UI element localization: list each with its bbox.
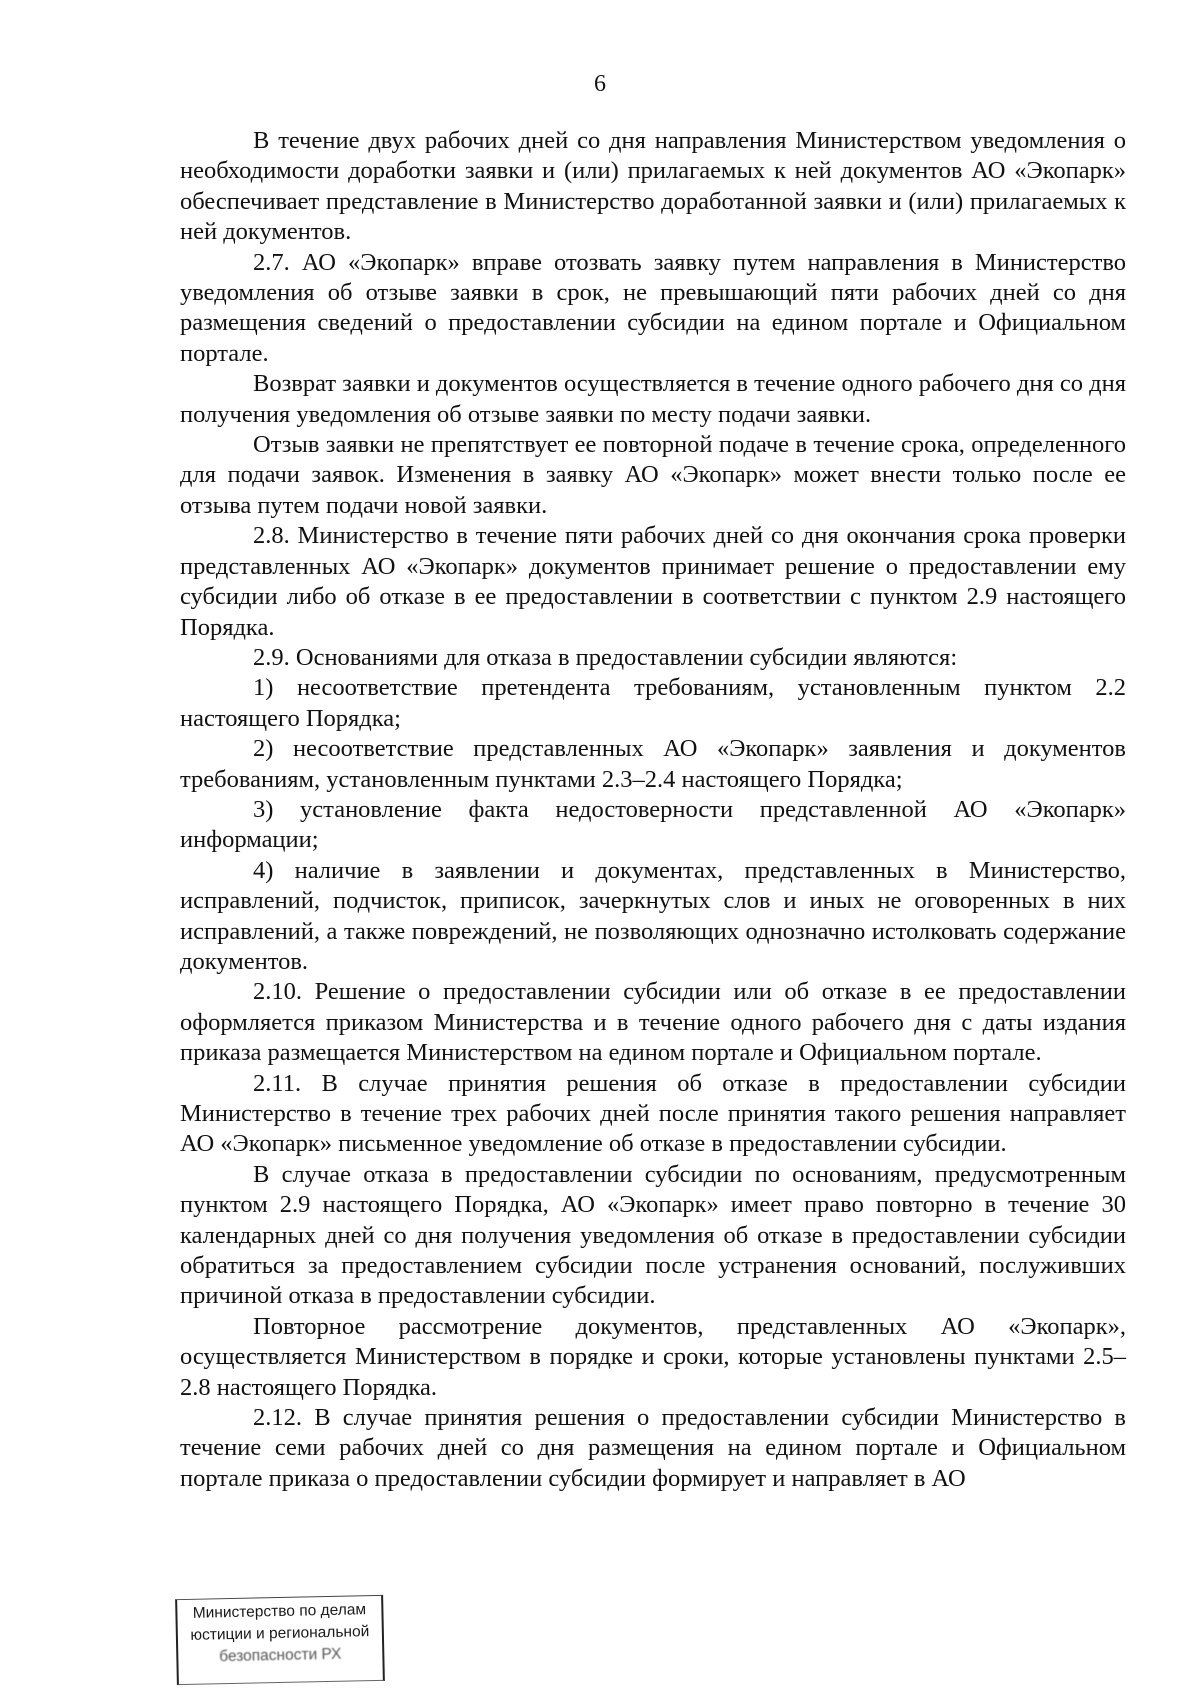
paragraph-2-10: 2.10. Решение о предоставлении субсидии или об отказе в ее предоставлении оформляется приказом Министерства и в течение одного рабочего дня с даты издания приказа размещается Министерством на едином портале и Официальном портале.: [180, 978, 1126, 1067]
paragraph-withdrawal: Отзыв заявки не препятствует ее повторной подаче в течение срока, определенного для подачи заявок. Изменения в заявку АО «Экопарк» может внести только после ее отзыва путем подачи новой заявки.: [180, 431, 1126, 519]
ministry-stamp: [175, 1595, 385, 1685]
stamp-line-3: безопасности РХ: [219, 1645, 342, 1666]
page-number: 6: [594, 71, 606, 97]
paragraph-application-return: Возврат заявки и документов осуществляется в течение одного рабочего дня со дня получения уведомления об отзыве заявки по месту подачи заявки.: [180, 370, 1126, 428]
paragraph-2-11: 2.11. В случае принятия решения об отказе в предоставлении субсидии Министерство в течение трех рабочих дней после принятия такого решения направляет АО «Экопарк» письменное уведомление об отказе в предоставлении субсидии.: [180, 1069, 1126, 1158]
stamp-line-2: юстиции и региональной: [190, 1623, 370, 1644]
paragraph-2-9: 2.9. Основаниями для отказа в предоставлении субсидии являются:: [253, 643, 958, 671]
paragraph-repeat-review: Повторное рассмотрение документов, представленных АО «Экопарк», осуществляется Министерством в порядке и сроки, которые установлены пунктами 2.5–2.8 настоящего Порядка.: [180, 1312, 1126, 1401]
paragraph-rework-deadline: В течение двух рабочих дней со дня направления Министерством уведомления о необходимости доработки заявки и (или) прилагаемых к ней документов АО «Экопарк» обеспечивает представление в Министерство доработанной заявки и (или) прилагаемых к ней документов.: [180, 127, 1126, 246]
stamp-line-1: Министерство по делам: [192, 1601, 367, 1622]
document-body: [180, 126, 1126, 1494]
paragraph-2-12: 2.12. В случае принятия решения о предоставлении субсидии Министерство в течение семи рабочих дней со дня размещения на едином портале и Официальном портале приказа о предоставлении субсидии формирует и направляет в АО: [180, 1404, 1126, 1492]
list-item-4: 4) наличие в заявлении и документах, представленных в Министерство, исправлений, подчисток, приписок, зачеркнутых слов и иных не оговоренных в них исправлений, а также повреждений, не позволяющих однозначно истолковать содержание документов.: [180, 856, 1126, 975]
paragraph-2-8: 2.8. Министерство в течение пяти рабочих дней со дня окончания срока проверки представленных АО «Экопарк» документов принимает решение о предоставлении ему субсидии либо об отказе в ее предоставлении в соответствии с пунктом 2.9 настоящего Порядка.: [180, 522, 1126, 641]
paragraph-2-7: 2.7. АО «Экопарк» вправе отозвать заявку путем направления в Министерство уведомления об отзыве заявки в срок, не превышающий пяти рабочих дней со дня размещения сведений о предоставлении субсидии на едином портале и Официальном портале.: [180, 248, 1126, 367]
list-item-2: 2) несоответствие представленных АО «Экопарк» заявления и документов требованиям, установленным пунктами 2.3–2.4 настоящего Порядка;: [180, 735, 1126, 793]
paragraph-repeat-application: В случае отказа в предоставлении субсидии по основаниям, предусмотренным пунктом 2.9 настоящего Порядка, АО «Экопарк» имеет право повторно в течение 30 календарных дней со дня получения уведомления об отказе в предоставлении субсидии обратиться за предоставлением субсидии после устранения оснований, послуживших причиной отказа в предоставлении субсидии.: [180, 1160, 1126, 1310]
list-item-3: 3) установление факта недостоверности представленной АО «Экопарк» информации;: [180, 795, 1126, 854]
list-item-1: 1) несоответствие претендента требованиям, установленным пунктом 2.2 настоящего Порядка;: [180, 674, 1126, 732]
